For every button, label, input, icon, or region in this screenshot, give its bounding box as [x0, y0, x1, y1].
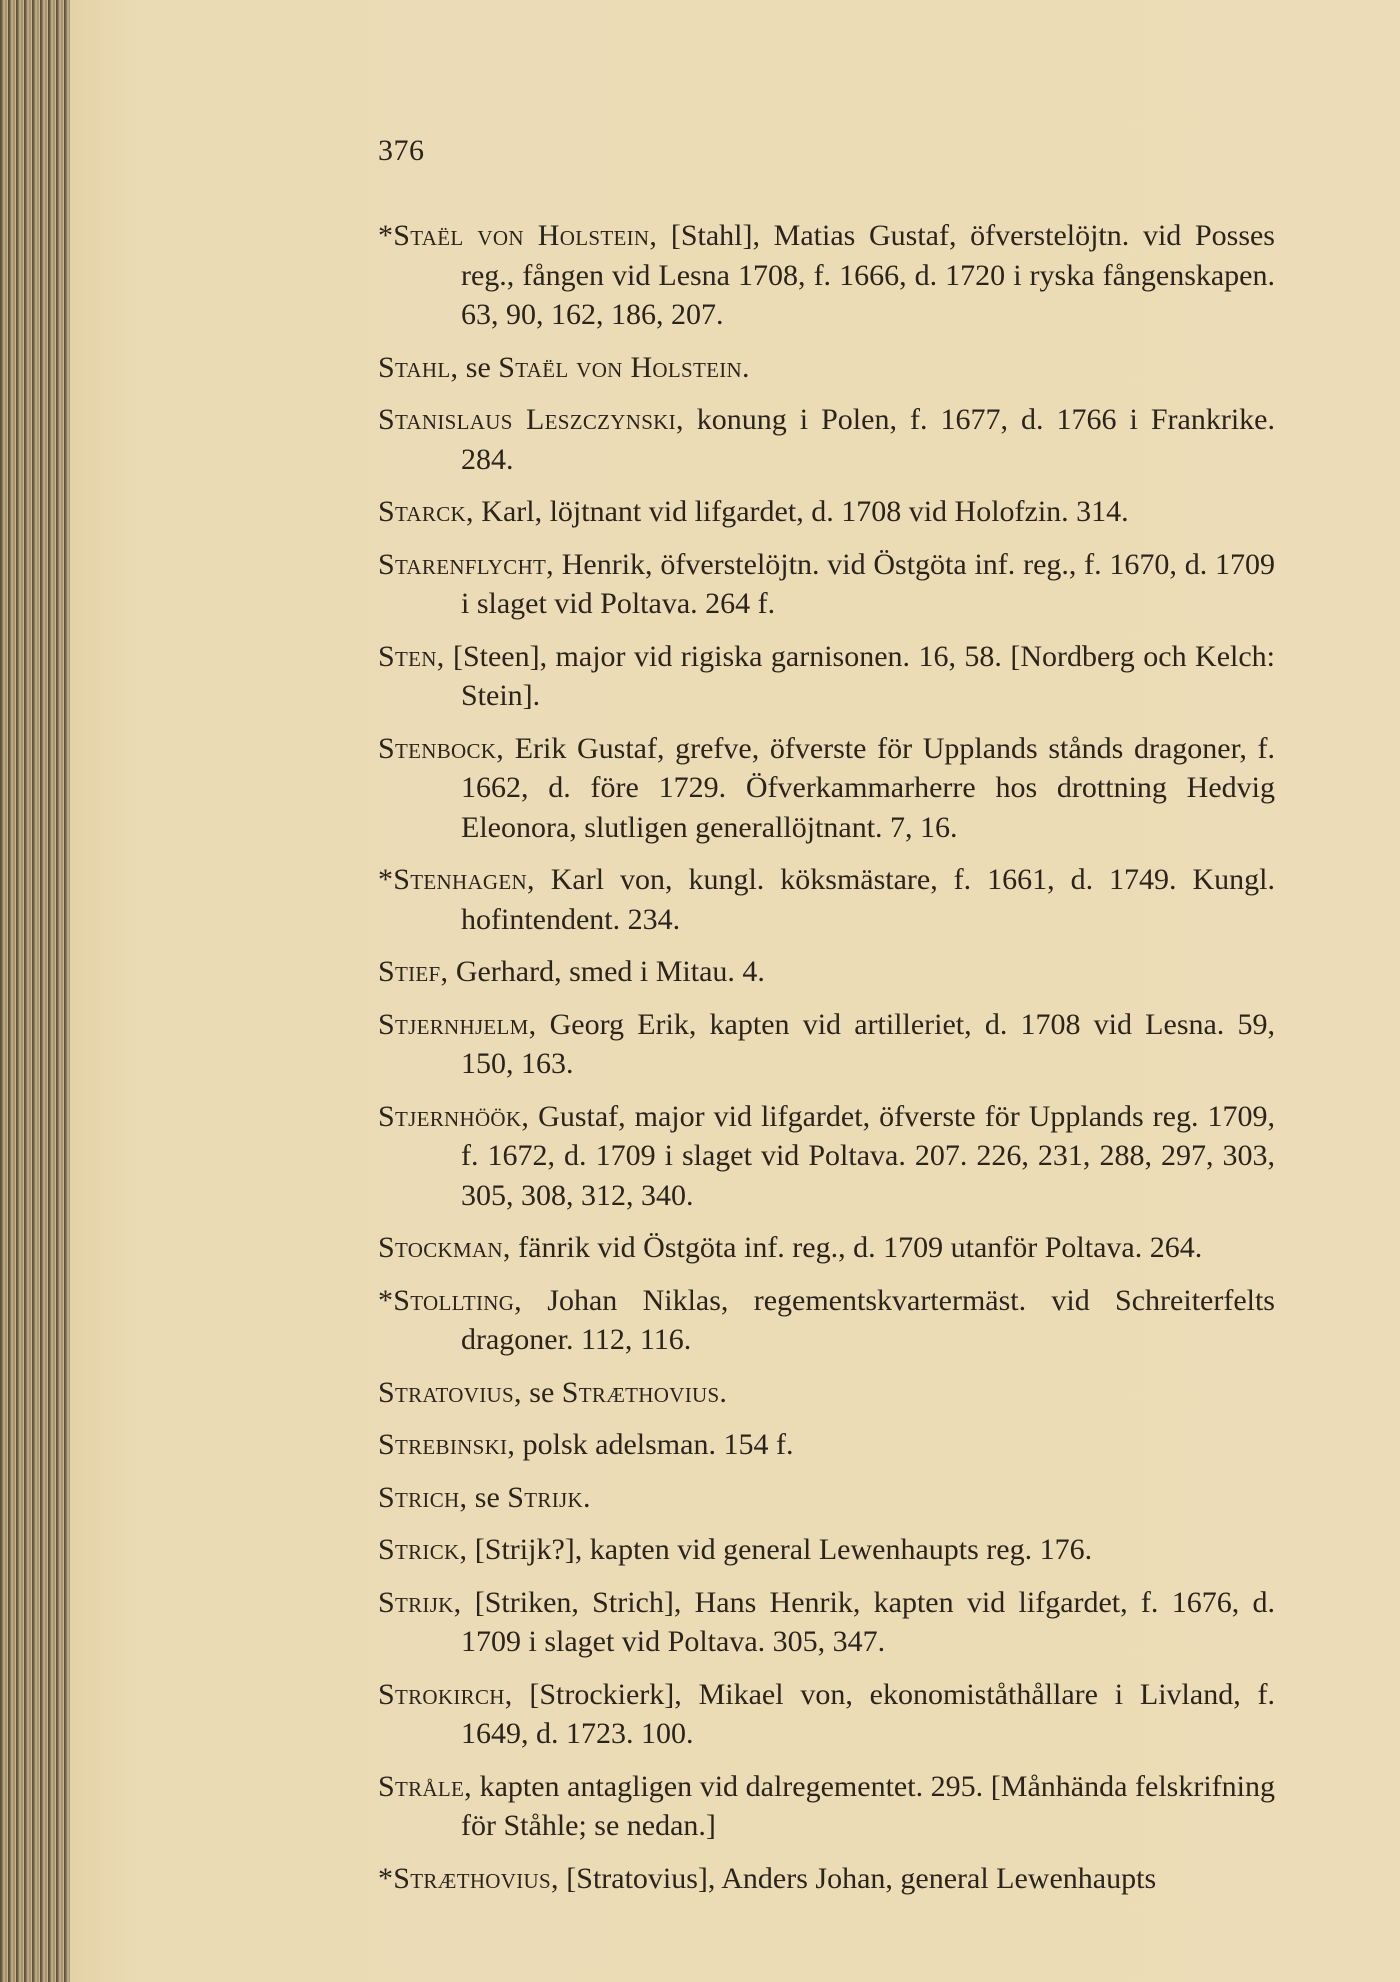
entry-text: [Striken, Strich], Hans Henrik, kapten vid lifgardet, f. 1676, d. 1709 i slaget vid Poltava. 305, 347.	[461, 1585, 1275, 1658]
index-entry	[378, 729, 1275, 848]
index-entry	[378, 1281, 1275, 1360]
entry-headword: *Stollting,	[378, 1283, 522, 1317]
index-entry	[378, 1583, 1275, 1662]
entry-headword: Strich,	[378, 1480, 468, 1514]
entry-cross-reference: Strijk.	[507, 1480, 591, 1514]
entry-headword: Stahl,	[378, 350, 459, 384]
index-entry	[378, 1228, 1275, 1268]
index-entry	[378, 545, 1275, 624]
entry-text: Georg Erik, kapten vid artilleriet, d. 1708 vid Lesna. 59, 150, 163.	[461, 1007, 1275, 1080]
entry-headword: Stratovius,	[378, 1375, 522, 1409]
entry-text: Johan Niklas, regementskvartermäst. vid Schreiterfelts dragoner. 112, 116.	[461, 1283, 1275, 1356]
index-entry	[378, 637, 1275, 716]
entry-text: [Strijk?], kapten vid general Lewenhaupts reg. 176.	[467, 1533, 1093, 1566]
entry-headword: Sten,	[378, 639, 445, 673]
index-entry	[378, 1478, 1275, 1518]
index-entry	[378, 400, 1275, 479]
entry-text: se	[458, 350, 499, 384]
entry-headword: *Staël von Holstein,	[378, 219, 658, 252]
entry-cross-reference: Staël von Holstein.	[498, 350, 750, 384]
index-entry	[378, 860, 1275, 939]
entry-headword: *Stræthovius,	[378, 1861, 559, 1895]
entry-text: se	[521, 1375, 562, 1409]
entry-text: Karl von, kungl. köksmästare, f. 1661, d. 1749. Kungl. hofintendent. 234.	[461, 863, 1275, 936]
entry-text: [Stahl], Matias Gustaf, öfverstelöjtn. vid Posses reg., fången vid Lesna 1708, f. 1666, d. 1720 i ryska fångenskapen. 63, 90, 162, 186, 207.	[461, 219, 1275, 331]
entry-text: Erik Gustaf, grefve, öfverste för Upplands stånds dragoner, f. 1662, d. före 1729. Öfverkammarherre hos drottning Hedvig Eleonora, slutligen generallöjtnant. 7, 16.	[461, 731, 1275, 844]
book-spine	[0, 0, 70, 1982]
entry-headword: Stief,	[378, 955, 449, 988]
entry-headword: Strokirch,	[378, 1677, 513, 1711]
index-entry	[378, 1425, 1275, 1465]
entry-text: konung i Polen, f. 1677, d. 1766 i Frankrike. 284.	[461, 403, 1275, 476]
entry-headword: Stråle,	[378, 1769, 472, 1803]
entry-text: se	[467, 1480, 508, 1514]
entry-headword: Starenflycht,	[378, 547, 554, 581]
page-content	[378, 120, 1275, 1911]
index-entry	[378, 952, 1275, 992]
entry-text: Gustaf, major vid lifgardet, öfverste för Upplands reg. 1709, f. 1672, d. 1709 i slaget vid Poltava. 207. 226, 231, 288, 297, 303, 305, 308, 312, 340.	[461, 1099, 1275, 1212]
entry-text: kapten antagligen vid dalregementet. 295. [Månhända felskrifning för Ståhle; se nedan.]	[461, 1769, 1275, 1842]
index-entry	[378, 1859, 1275, 1899]
entry-headword: Starck,	[378, 495, 474, 528]
page-number: 376	[378, 134, 425, 167]
index-entry	[378, 1373, 1275, 1413]
entry-text: Gerhard, smed i Mitau. 4.	[448, 955, 765, 988]
entry-text: [Stratovius], Anders Johan, general Lewenhaupts	[558, 1861, 1157, 1895]
index-entry	[378, 348, 1275, 388]
entry-text: polsk adelsman. 154 f.	[515, 1428, 794, 1461]
index-entry	[378, 1097, 1275, 1216]
entry-text: Karl, löjtnant vid lifgardet, d. 1708 vid Holofzin. 314.	[473, 495, 1129, 528]
index-entry-list	[378, 216, 1275, 1898]
entry-headword: Stanislaus Leszczynski,	[378, 403, 684, 436]
index-entry	[378, 216, 1275, 335]
entry-headword: *Stenhagen,	[378, 863, 535, 896]
entry-text: [Strockierk], Mikael von, ekonomiståthållare i Livland, f. 1649, d. 1723. 100.	[461, 1677, 1275, 1750]
entry-text: fänrik vid Östgöta inf. reg., d. 1709 utanför Poltava. 264.	[510, 1231, 1203, 1264]
entry-headword: Strebinski,	[378, 1428, 516, 1461]
entry-headword: Strijk,	[378, 1585, 462, 1619]
index-entry	[378, 1005, 1275, 1084]
entry-headword: Stjernhöök,	[378, 1099, 530, 1133]
entry-headword: Stockman,	[378, 1231, 511, 1264]
index-entry	[378, 1530, 1275, 1570]
entry-headword: Stenbock,	[378, 731, 505, 765]
entry-text: [Steen], major vid rigiska garnisonen. 16, 58. [Nordberg och Kelch: Stein].	[444, 639, 1275, 712]
entry-cross-reference: Stræthovius.	[561, 1375, 728, 1409]
index-entry	[378, 1767, 1275, 1846]
entry-headword: Strick,	[378, 1533, 468, 1566]
entry-headword: Stjernhjelm,	[378, 1007, 537, 1041]
index-entry	[378, 1675, 1275, 1754]
index-entry	[378, 492, 1275, 532]
entry-text: Henrik, öfverstelöjtn. vid Östgöta inf. reg., f. 1670, d. 1709 i slaget vid Poltava. 264 f.	[461, 547, 1275, 620]
